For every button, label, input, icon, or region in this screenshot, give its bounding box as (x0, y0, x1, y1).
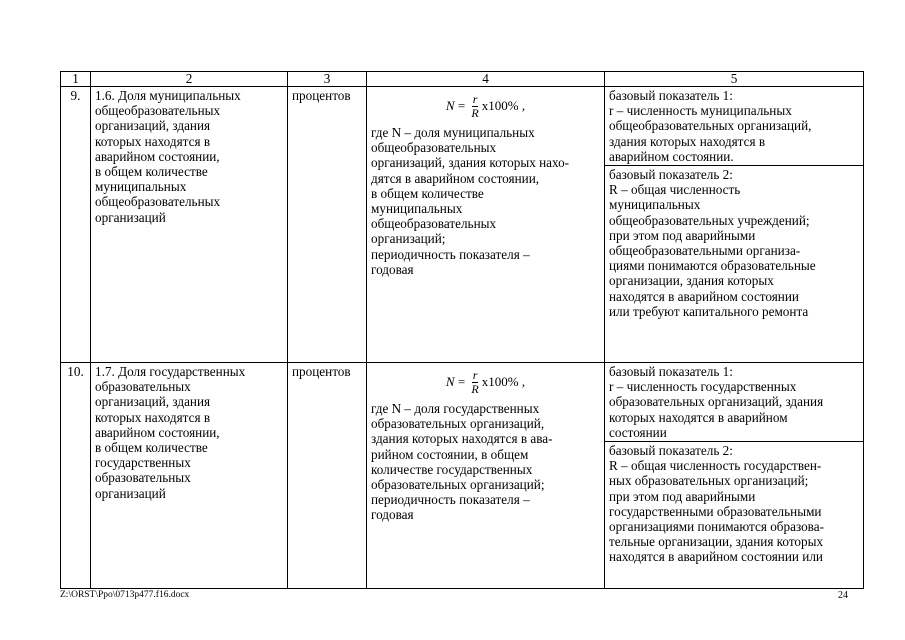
description-line: организаций; (371, 231, 446, 247)
basis-indicator-1 (605, 363, 863, 442)
unit-cell: процентов (288, 87, 367, 363)
basis-line: находятся в аварийном состоянии (609, 288, 799, 304)
basis-line: организациями понимаются образова- (609, 519, 824, 535)
formula-denominator: R (471, 105, 479, 120)
description-line: где N – доля государственных (371, 401, 540, 416)
basis-line: базовый показатель 1: (609, 364, 733, 379)
indicator-name-line: организаций (95, 209, 166, 225)
basis-line: которых находятся в аварийном (609, 409, 788, 425)
indicator-name-line: организаций (95, 485, 166, 501)
header-cell-5: 5 (605, 72, 864, 87)
basis-line: циями понимаются образовательные (609, 258, 816, 274)
indicator-name-line: образовательных (95, 379, 191, 395)
description-line: периодичность показателя – (371, 246, 530, 262)
basis-line: тельные организации, здания которых (609, 534, 824, 550)
basis-line: образовательных организаций, здания (609, 394, 824, 410)
basis-line: при этом под аварийными (609, 488, 756, 504)
formula-numerator: r (472, 91, 478, 106)
indicator-name-line: общеобразовательных (95, 103, 221, 119)
description-line: количестве государственных (371, 461, 533, 477)
formula-fraction (471, 93, 478, 120)
header-cell-3: 3 (288, 72, 367, 87)
description-line: дятся в аварийном состоянии, (371, 170, 540, 186)
description-line: здания которых находятся в ава- (371, 431, 553, 447)
indicator-name-line: которых находятся в (95, 133, 211, 149)
basis-line: R – общая численность (609, 182, 741, 198)
basis-line: организации, здания которых (609, 273, 774, 289)
formula-denominator: R (471, 381, 479, 396)
basis-line: общеобразовательных организаций, (609, 118, 812, 134)
description-line: образовательных организаций; (371, 477, 545, 493)
basis-line: здания которых находятся в (609, 133, 766, 149)
basis-indicators (605, 87, 864, 363)
basis-line: при этом под аварийными (609, 227, 756, 243)
basis-line: аварийном состоянии. (609, 148, 734, 164)
basis-indicator-1 (605, 87, 863, 166)
indicator-name-line: общеобразовательных (95, 194, 221, 210)
unit-cell: процентов (288, 363, 367, 589)
formula-equals: = (454, 374, 469, 390)
header-row (61, 72, 864, 87)
table-row (61, 363, 864, 589)
basis-line: муниципальных (609, 197, 701, 213)
indicator-name-line: образовательных (95, 470, 191, 486)
formula-fraction (471, 369, 478, 396)
indicators-table (60, 71, 864, 589)
description-line: где N – доля муниципальных (371, 125, 535, 140)
calculation-method (367, 87, 605, 363)
indicator-name-line: в общем количестве (95, 440, 208, 456)
indicator-name-line: организаций, здания (95, 118, 211, 134)
description-line: годовая (371, 261, 414, 277)
basis-line: базовый показатель 2: (609, 443, 733, 459)
indicator-name (91, 87, 288, 363)
description-line: образовательных организаций, (371, 416, 545, 432)
description-line: в общем количестве (371, 185, 484, 201)
row-number: 10. (61, 363, 91, 589)
description-line: муниципальных (371, 201, 463, 217)
formula-equals: = (454, 98, 469, 114)
file-path: Z:\ORST\Ppo\0713p477.f16.docx (60, 590, 190, 600)
indicator-name-line: 1.7. Доля государственных (95, 364, 246, 379)
basis-line: или требуют капитального ремонта (609, 303, 809, 319)
indicator-name-line: аварийном состоянии, (95, 424, 220, 440)
basis-indicator-2 (605, 442, 863, 566)
indicator-name-line: в общем количестве (95, 164, 208, 180)
formula-lhs: N (445, 374, 455, 390)
basis-line: r – численность муниципальных (609, 103, 792, 119)
page-number: 24 (838, 590, 848, 601)
formula (371, 89, 600, 123)
indicator-name-line: муниципальных (95, 179, 187, 195)
row-number: 9. (61, 87, 91, 363)
basis-line: общеобразовательных учреждений; (609, 212, 810, 228)
basis-line: базовый показатель 2: (609, 167, 733, 183)
indicator-name-line: аварийном состоянии, (95, 148, 220, 164)
indicator-name-line: государственных (95, 455, 191, 471)
formula (371, 365, 600, 399)
header-cell-1: 1 (61, 72, 91, 87)
description-line: периодичность показателя – (371, 492, 530, 508)
basis-line: государственными образовательными (609, 503, 822, 519)
indicator-name-line: организаций, здания (95, 394, 211, 410)
description-line: общеобразовательных (371, 140, 497, 156)
basis-line: общеобразовательными организа- (609, 243, 801, 259)
formula-tail: x100% , (481, 98, 526, 114)
basis-indicators (605, 363, 864, 589)
formula-tail: x100% , (481, 374, 526, 390)
basis-line: ных образовательных организаций; (609, 473, 809, 489)
description-line: организаций, здания которых нахо- (371, 155, 570, 171)
description-line: годовая (371, 507, 414, 523)
basis-indicator-2 (605, 166, 863, 320)
description-line: общеобразовательных (371, 216, 497, 232)
basis-line: R – общая численность государствен- (609, 458, 822, 474)
indicator-name (91, 363, 288, 589)
calculation-method (367, 363, 605, 589)
basis-line: r – численность государственных (609, 379, 797, 395)
basis-line: состоянии (609, 424, 667, 440)
indicator-name-line: 1.6. Доля муниципальных (95, 88, 241, 103)
basis-line: базовый показатель 1: (609, 88, 733, 103)
formula-lhs: N (445, 98, 455, 114)
indicator-name-line: которых находятся в (95, 409, 211, 425)
formula-numerator: r (472, 367, 478, 382)
description-line: рийном состоянии, в общем (371, 446, 529, 462)
basis-line: находятся в аварийном состоянии или (609, 549, 823, 565)
table-row (61, 87, 864, 363)
header-cell-4: 4 (367, 72, 605, 87)
header-cell-2: 2 (91, 72, 288, 87)
